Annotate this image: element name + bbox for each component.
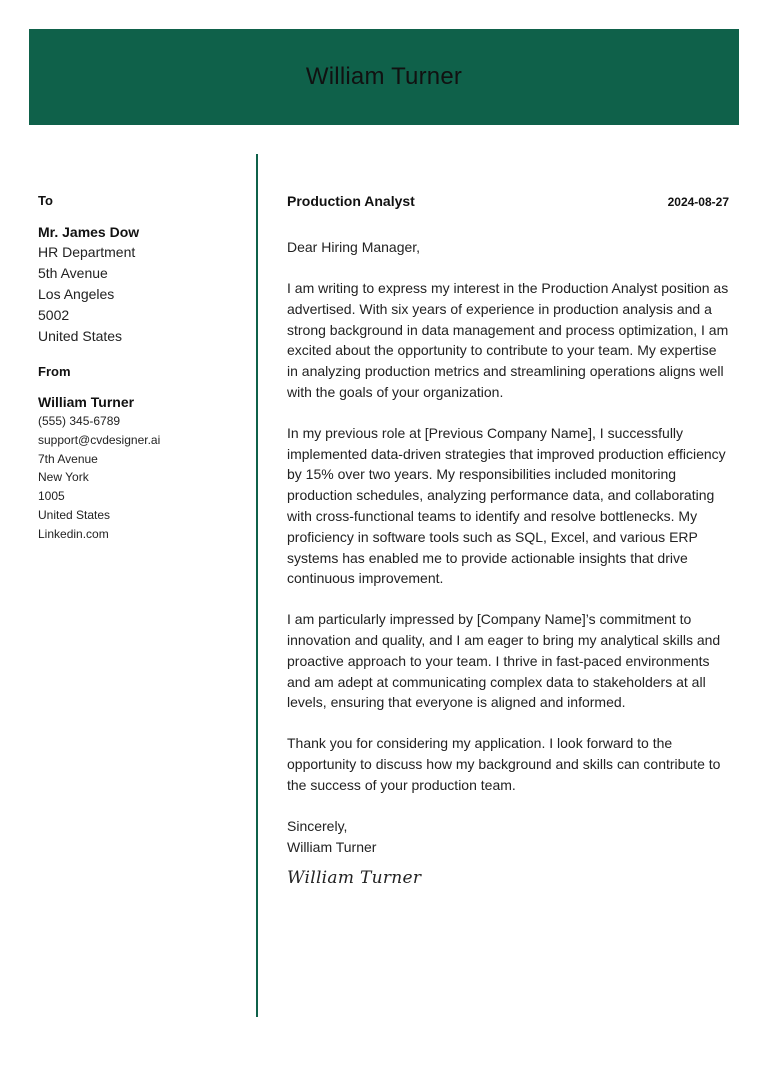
sender-street: 7th Avenue bbox=[38, 451, 98, 466]
job-title: Production Analyst bbox=[287, 193, 415, 209]
letter-body bbox=[287, 193, 729, 888]
letter-date: 2024-08-27 bbox=[667, 195, 729, 209]
sender-label: From bbox=[38, 364, 71, 379]
sender-name: William Turner bbox=[38, 394, 135, 410]
sender-website: Linkedin.com bbox=[38, 526, 109, 541]
sender-country: United States bbox=[38, 507, 111, 522]
letter-paragraph: Thank you for considering my application. I look forward to the opportunity to discuss how my background and skills can contribute to the success of your production team. bbox=[287, 735, 721, 793]
sender-phone: (555) 345-6789 bbox=[38, 414, 121, 428]
sender-city: New York bbox=[38, 470, 89, 485]
sender-postal-code: 1005 bbox=[38, 489, 65, 504]
salutation: Dear Hiring Manager, bbox=[287, 239, 421, 255]
closing: Sincerely, bbox=[287, 817, 348, 834]
recipient-label: To bbox=[38, 193, 53, 208]
letter-paragraph: In my previous role at [Previous Company Name], I successfully implemented data-driven strategies that improved production efficiency by 15% over two years. My responsibilities included monitoring production schedules, analyzing performance data, and collaborating with cross-functional teams to identify and resolve bottlenecks. My proficiency in software tools such as SQL, Excel, and various ERP systems has enabled me to provide actionable insights that drive continuous improvement. bbox=[287, 424, 726, 587]
page-title: William Turner bbox=[305, 63, 463, 90]
column-divider bbox=[256, 154, 258, 1017]
recipient-department: HR Department bbox=[38, 244, 136, 260]
letter-paragraph: I am particularly impressed by [Company Name]’s commitment to innovation and quality, and I am eager to bring my analytical skills and proactive approach to your team. I thrive in fast-paced environments and am adept at communicating complex data to stakeholders at all levels, ensuring that everyone is aligned and informed. bbox=[287, 611, 721, 711]
recipient-name: Mr. James Dow bbox=[38, 224, 140, 240]
recipient-country: United States bbox=[38, 328, 123, 344]
sender-email: support@cvdesigner.ai bbox=[38, 432, 161, 447]
signoff-name: William Turner bbox=[287, 838, 377, 855]
contact-column bbox=[38, 193, 243, 544]
recipient-street: 5th Avenue bbox=[38, 265, 108, 281]
letter-title-row bbox=[287, 193, 729, 209]
recipient-city: Los Angeles bbox=[38, 286, 115, 302]
header-banner bbox=[29, 29, 739, 125]
letter-paragraph: I am writing to express my interest in the Production Analyst position as advertised. With six years of experience in production analysis and a strong background in data management and process optimization, I am excited about the opportunity to contribute to your team. My expertise in analyzing production metrics and streamlining operations aligns well with the goals of your organization. bbox=[287, 280, 729, 400]
signature: William Turner bbox=[287, 867, 422, 888]
recipient-postal-code: 5002 bbox=[38, 307, 70, 323]
